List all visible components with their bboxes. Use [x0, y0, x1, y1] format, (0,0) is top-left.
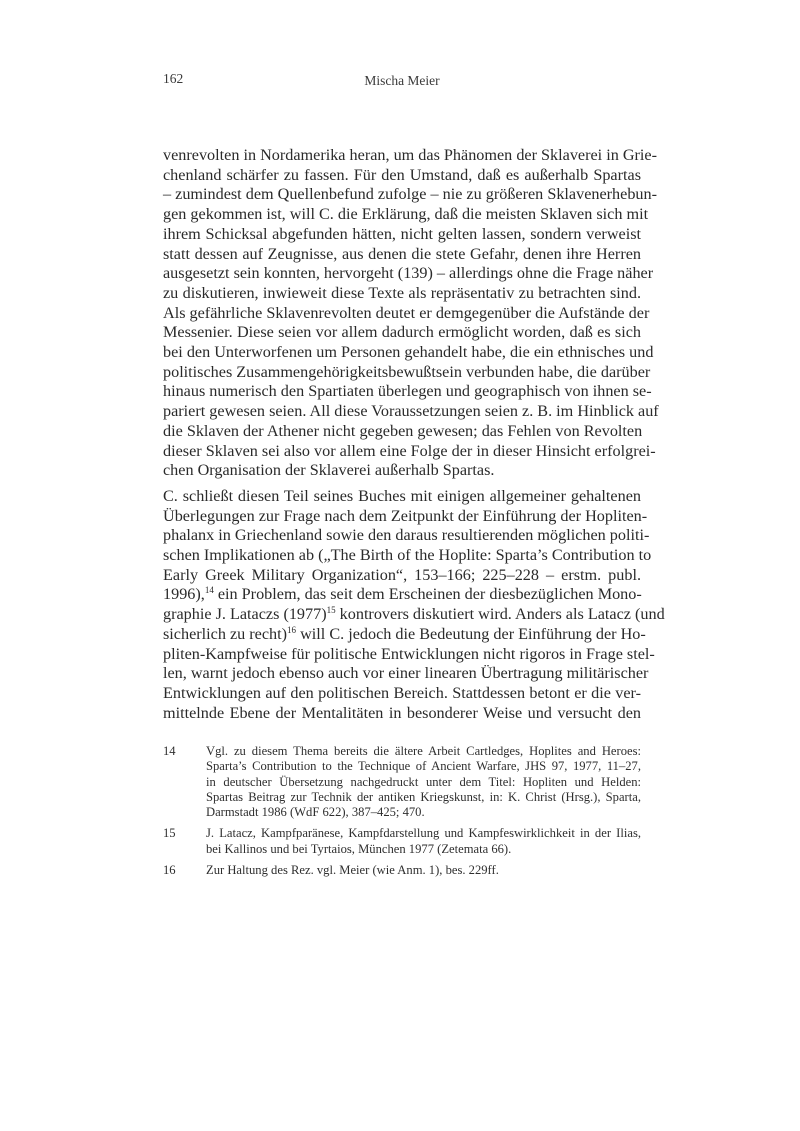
footnote-number: 14: [163, 744, 176, 758]
text-line: C. schließt diesen Teil seines Buches mit einigen allgemeiner gehaltenen: [163, 486, 641, 505]
text-line: statt dessen auf Zeugnisse, aus denen die stete Gefahr, denen ihre Herren: [163, 244, 641, 263]
text-line: ausgesetzt sein konnten, hervorgeht (139) – allerdings ohne die Frage näher: [163, 264, 654, 283]
text-line: chenland schärfer zu fassen. Für den Umstand, daß es außerhalb Spartas: [163, 165, 641, 184]
footnote-line: Spartas Beitrag zur Technik der antiken Kriegskunst, in: K. Christ (Hrsg.), Sparta,: [206, 789, 641, 804]
text-line: bei den Unterworfenen um Personen gehandelt habe, die ein ethnisches und: [163, 343, 654, 362]
text-line: Messenier. Diese seien vor allem dadurch ermöglicht worden, daß es sich: [163, 323, 641, 342]
page-number: 162: [163, 71, 184, 86]
text-line: len, warnt jedoch ebenso auch vor einer linearen Übertragung militärischer: [163, 664, 649, 683]
text-line: gen gekommen ist, will C. die Erklärung, daß die meisten Sklaven sich mit: [163, 205, 649, 224]
text-line-with-footnote: [163, 585, 641, 605]
text-line: mittelnde Ebene der Mentalitäten in besonderer Weise und versucht den: [163, 703, 641, 722]
text-segment: kontrovers diskutiert wird. Anders als Latacz (und: [335, 605, 665, 624]
text-line: phalanx in Griechenland sowie den daraus resultierenden möglichen politi-: [163, 526, 650, 545]
text-segment: ein Problem, das seit dem Erscheinen der diesbezüglichen Mono-: [213, 585, 642, 604]
text-line: chen Organisation der Sklaverei außerhalb Spartas.: [163, 461, 495, 480]
footnote-line: Zur Haltung des Rez. vgl. Meier (wie Anm. 1), bes. 229ff.: [206, 863, 499, 878]
footnote-number: 15: [163, 826, 176, 841]
text-line-with-footnote: [163, 605, 665, 625]
footnote-line: Sparta’s Contribution to the Technique of Ancient Warfare, JHS 97, 1977, 11–27,: [206, 759, 641, 774]
text-line: schen Implikationen ab („The Birth of the Hoplite: Sparta’s Contribution to: [163, 546, 652, 565]
text-line: dieser Sklaven sei also vor allem eine Folge der in dieser Hinsicht erfolgrei-: [163, 441, 656, 460]
footnote-line: Vgl. zu diesem Thema bereits die ältere Arbeit Cartledges, Hoplites and Heroes:: [206, 744, 641, 758]
footnote-text: [206, 863, 641, 878]
footnote-line: in deutscher Übersetzung nachgedruckt unter dem Titel: Hopliten und Helden:: [206, 774, 641, 789]
text-line: pariert gewesen seien. All diese Voraussetzungen seien z. B. im Hinblick auf: [163, 402, 659, 421]
text-line: ihrem Schicksal abgefunden hätten, nicht gelten lassen, sondern verweist: [163, 224, 641, 243]
paragraph-2: [163, 486, 665, 723]
footnote-14: [163, 744, 641, 820]
footnote-ref-16[interactable]: 16: [287, 624, 297, 635]
footnote-number: 16: [163, 863, 176, 878]
text-line: pliten-Kampfweise für politische Entwicklungen nicht rigoros in Frage stel-: [163, 644, 655, 663]
text-line: die Sklaven der Athener nicht gegeben gewesen; das Fehlen von Revolten: [163, 421, 643, 440]
running-head-author: Mischa Meier: [364, 73, 440, 88]
text-line: hinaus numerisch den Spartiaten überlegen und geographisch von ihnen se-: [163, 382, 652, 401]
text-line: Als gefährliche Sklavenrevolten deutet er demgegenüber die Aufstände der: [163, 303, 650, 322]
body-text: [163, 146, 665, 729]
text-segment: sicherlich zu recht): [163, 624, 288, 643]
footnote-line: bei Kallinos und bei Tyrtaios, München 1977 (Zetemata 66).: [206, 841, 512, 856]
text-line-with-footnote: [163, 624, 646, 645]
footnote-text: [206, 744, 641, 820]
paragraph-1: [163, 146, 659, 481]
text-line: – zumindest dem Quellenbefund zufolge – nie zu größeren Sklavenerhebun-: [163, 185, 658, 204]
text-segment: graphie J. Lataczs (1977): [163, 605, 327, 624]
text-line: Entwicklungen auf den politischen Bereich. Stattdessen betont er die ver-: [163, 683, 641, 702]
text-line: politisches Zusammengehörigkeitsbewußtsein verbunden habe, die darüber: [163, 362, 651, 381]
footnote-text: [206, 826, 641, 857]
running-head: [163, 71, 641, 91]
text-line: zu diskutieren, inwieweit diese Texte als repräsentativ zu betrachten sind.: [163, 283, 641, 302]
footnotes: [163, 744, 641, 884]
footnote-ref-14[interactable]: 14: [204, 585, 214, 596]
text-segment: will C. jedoch die Bedeutung der Einführung der Ho-: [296, 624, 646, 643]
footnote-15: [163, 826, 641, 857]
footnote-16: [163, 863, 641, 878]
footnote-ref-15[interactable]: 15: [326, 605, 336, 616]
footnote-line: J. Latacz, Kampfparänese, Kampfdarstellung und Kampfeswirklichkeit in der Ilias,: [206, 826, 641, 841]
text-line: Überlegungen zur Frage nach dem Zeitpunkt der Einführung der Hopliten-: [163, 506, 648, 525]
text-segment: 1996),: [163, 585, 205, 604]
text-line: Early Greek Military Organization“, 153–166; 225–228 – erstm. publ.: [163, 565, 641, 584]
footnote-line: Darmstadt 1986 (WdF 622), 387–425; 470.: [206, 805, 425, 820]
text-line: venrevolten in Nordamerika heran, um das Phänomen der Sklaverei in Grie-: [163, 146, 658, 164]
